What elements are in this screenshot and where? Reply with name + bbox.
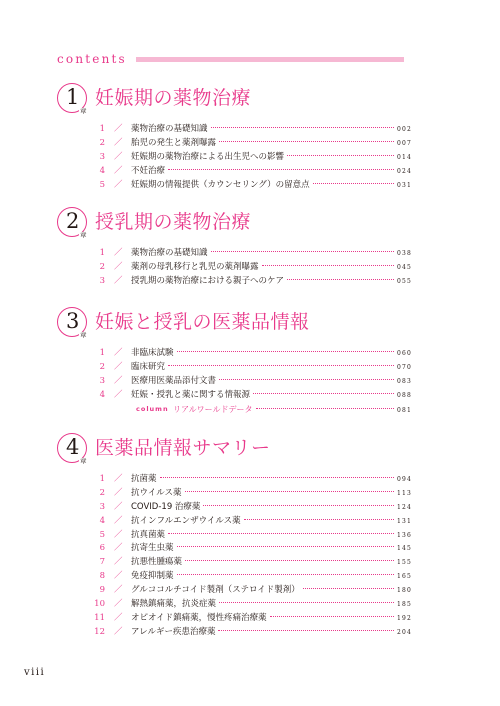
entry-title: 抗ウイルス薬 [131,487,182,498]
toc-entry[interactable] [57,261,412,275]
leader-dots [218,630,393,631]
entry-number: 2 [99,487,105,498]
entry-title: 妊娠期の情報提供（カウンセリング）の留意点 [131,179,310,190]
entry-page: 204 [396,628,412,636]
leader-dots [177,574,394,575]
chapter-number: 1 [66,85,80,109]
entry-page: 002 [396,126,412,133]
entry-page: 145 [396,545,412,553]
entry-number: 6 [99,543,105,554]
toc-entry[interactable] [57,179,412,193]
entry-title: 妊娠・授乳と薬に関する情報源 [131,389,251,400]
toc-entry[interactable] [57,123,412,137]
entry-title: 免疫抑制薬 [131,571,174,582]
toc-entry[interactable] [57,626,412,640]
chapter-heading [57,207,412,247]
chapter-4 [57,433,412,640]
entry-title: 抗菌薬 [131,474,157,484]
entry-number: 9 [99,585,105,596]
leader-dots [168,169,394,170]
entry-title: 抗インフルエンザウイルス薬 [131,515,241,526]
toc-entry[interactable] [57,275,412,289]
toc-entry[interactable] [57,487,412,501]
chapter-1 [57,83,412,192]
entry-title: 臨床研究 [131,361,166,372]
entry-number: 3 [99,151,105,162]
entry-page: 124 [396,503,412,511]
entry-page: 060 [396,350,412,357]
chapter-2 [57,207,412,289]
chapter-title: 妊娠と授乳の医薬品情報 [95,311,310,333]
entry-title: 薬物治療の基礎知識 [131,248,208,258]
leader-dots [168,533,394,534]
chapter-mark: 章 [80,457,87,465]
leader-dots [287,155,394,156]
entry-title: COVID-19 治療薬 [131,501,201,512]
entry-page: 088 [396,391,412,399]
entry-number: 4 [99,515,105,526]
chapter-mark: 章 [80,107,87,115]
contents-heading: contents [57,52,127,66]
entry-number: 11 [94,612,105,623]
column-title: リアルワールドデータ [173,404,253,414]
toc-entry[interactable] [57,347,412,361]
entry-title: 医療用医薬品添付文書 [131,375,217,386]
entry-page: 014 [396,153,412,161]
entry-title: 胎児の発生と薬剤曝露 [131,137,217,148]
chapter-heading [57,433,412,473]
entry-slash: ／ [114,599,123,610]
entry-slash: ／ [114,151,123,162]
entry-title: 薬剤の母乳移行と乳児の薬剤曝露 [131,261,259,272]
chapter-number: 3 [66,309,80,333]
chapter-number: 2 [66,209,80,233]
entry-title: 非臨床試験 [131,348,174,358]
leader-dots [160,477,394,478]
entry-slash: ／ [114,474,123,484]
entry-title: 抗寄生虫薬 [131,543,174,554]
entry-number: 4 [99,165,105,176]
leader-dots [211,127,394,128]
entry-slash: ／ [114,275,123,286]
entry-slash: ／ [114,179,123,190]
entry-page: 180 [396,587,412,595]
leader-dots [177,351,394,352]
entry-slash: ／ [114,165,123,176]
page-folio: viii [24,667,46,678]
chapter-mark: 章 [80,331,87,339]
entry-title: グルココルチコイド製剤（ステロイド製剤） [131,585,300,596]
entry-slash: ／ [114,261,123,272]
entry-number: 5 [99,529,105,540]
entry-title: 抗悪性腫瘍薬 [131,557,183,568]
entry-number: 3 [99,501,105,512]
chapter-title: 医薬品情報サマリー [95,437,271,459]
toc-entry[interactable] [57,473,412,487]
entry-number: 1 [99,124,105,134]
entry-slash: ／ [114,375,123,386]
toc-entry[interactable] [57,612,412,626]
entry-page: 113 [396,489,412,497]
entry-number: 10 [94,599,105,610]
entry-slash: ／ [114,612,123,623]
entry-slash: ／ [114,626,123,637]
chapter-items [57,247,412,289]
entry-slash: ／ [114,348,123,358]
entry-title: 薬物治療の基礎知識 [131,124,208,134]
toc-entry[interactable] [57,501,412,515]
leader-dots [219,379,394,380]
entry-page: 038 [396,250,412,257]
chapter-title: 授乳期の薬物治療 [95,211,252,233]
toc-entry[interactable] [57,570,412,584]
toc-entry[interactable] [57,515,412,529]
entry-page: 165 [396,573,412,581]
entry-page: 185 [396,601,412,609]
entry-page: 155 [396,559,412,567]
toc-entry[interactable] [57,361,412,375]
entry-page: 031 [396,181,412,189]
toc-entry[interactable] [57,389,412,403]
chapter-items [57,473,412,640]
toc-entry[interactable] [57,529,412,543]
toc-entry[interactable] [57,584,412,598]
entry-title: 不妊治療 [131,165,166,176]
chapter-number: 4 [66,435,80,459]
toc-entry[interactable] [57,375,412,389]
chapter-title: 妊娠期の薬物治療 [95,87,252,109]
entry-number: 1 [99,474,105,484]
entry-page: 131 [396,517,412,525]
leader-dots [287,279,394,280]
entry-slash: ／ [114,487,123,498]
column-label: column [136,404,169,413]
leader-dots [211,251,394,252]
entry-number: 12 [94,626,105,637]
entry-number: 8 [99,571,105,582]
leader-dots [262,265,394,266]
chapter-mark: 章 [80,231,87,239]
entry-slash: ／ [114,248,123,258]
entry-number: 2 [99,261,105,272]
entry-page: 007 [396,139,412,147]
leader-dots [185,560,394,561]
toc-entry[interactable] [57,137,412,151]
leader-dots [168,365,394,366]
leader-dots [185,491,394,492]
leader-dots [313,183,394,184]
column-page: 081 [396,406,412,414]
entry-number: 4 [99,389,105,400]
entry-slash: ／ [114,361,123,372]
entry-slash: ／ [114,557,123,568]
entry-number: 2 [99,361,105,372]
entry-title: アレルギー疾患治療薬 [131,626,216,637]
leader-dots [253,393,394,394]
contents-heading-bar [136,57,404,62]
entry-page: 136 [396,531,412,539]
leader-dots [270,616,394,617]
entry-title: オピオイド鎮痛薬，慢性疼痛治療薬 [131,612,267,623]
leader-dots [219,141,394,142]
entry-slash: ／ [114,389,123,400]
toc-entry[interactable] [57,247,412,261]
entry-slash: ／ [114,571,123,582]
toc-entry[interactable] [57,598,412,612]
toc-column-entry[interactable] [57,403,412,417]
toc-entry[interactable] [57,165,412,179]
leader-dots [203,505,394,506]
entry-number: 2 [99,137,105,148]
toc-entry[interactable] [57,556,412,570]
chapter-3 [57,307,412,416]
entry-title: 解熱鎮痛薬，抗炎症薬 [131,599,217,610]
entry-title: 妊娠期の薬物治療による出生児への影響 [131,151,285,162]
entry-number: 5 [99,179,105,190]
entry-slash: ／ [114,501,123,512]
entry-slash: ／ [114,515,123,526]
entry-slash: ／ [114,529,123,540]
entry-slash: ／ [114,124,123,134]
entry-page: 192 [396,614,412,622]
entry-slash: ／ [114,137,123,148]
entry-number: 7 [99,557,105,568]
entry-page: 024 [396,167,412,175]
entry-number: 3 [99,375,105,386]
chapter-heading [57,83,412,123]
entry-title: 抗真菌薬 [131,529,166,540]
chapter-items [57,347,412,416]
entry-number: 1 [99,248,105,258]
entry-page: 094 [396,476,412,483]
entry-page: 083 [396,377,412,385]
toc-entry[interactable] [57,151,412,165]
entry-page: 055 [396,277,412,285]
leader-dots [219,602,394,603]
entry-number: 1 [99,348,105,358]
leader-dots [244,519,394,520]
entry-slash: ／ [114,543,123,554]
entry-number: 3 [99,275,105,286]
leader-dots [177,546,394,547]
entry-slash: ／ [114,585,123,596]
chapter-heading [57,307,412,347]
entry-page: 045 [396,263,412,271]
entry-page: 070 [396,363,412,371]
toc-entry[interactable] [57,542,412,556]
chapter-items [57,123,412,192]
leader-dots [303,588,394,589]
leader-dots [256,408,394,409]
entry-title: 授乳期の薬物治療における親子へのケア [131,275,285,286]
